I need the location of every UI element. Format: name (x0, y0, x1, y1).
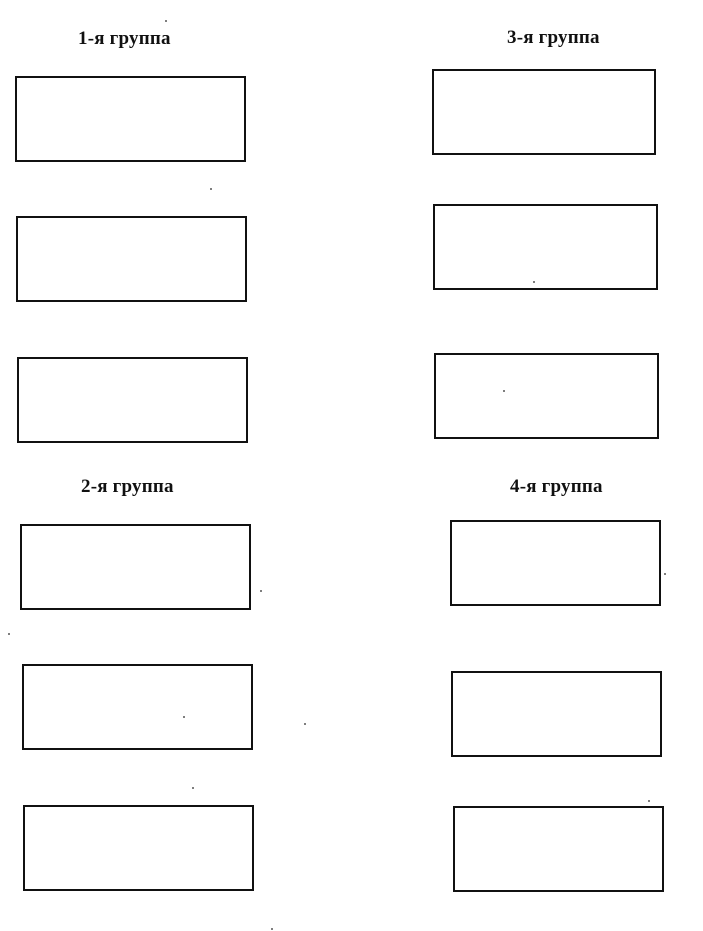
group-1-box-1 (15, 76, 246, 162)
group-3-title: 3-я группа (507, 27, 600, 48)
scan-speck (165, 20, 167, 22)
group-2-box-3 (23, 805, 254, 891)
group-3-box-3 (434, 353, 659, 439)
group-3-box-1 (432, 69, 656, 155)
scan-speck (304, 723, 306, 725)
scan-speck (664, 573, 666, 575)
scan-speck (192, 787, 194, 789)
scan-speck (183, 716, 185, 718)
scan-speck (210, 188, 212, 190)
group-1-box-3 (17, 357, 248, 443)
group-4-title: 4-я группа (510, 476, 603, 497)
scan-speck (648, 800, 650, 802)
scan-speck (503, 390, 505, 392)
group-1-box-2 (16, 216, 247, 302)
group-2-box-1 (20, 524, 251, 610)
scan-speck (271, 928, 273, 930)
group-3-box-2 (433, 204, 658, 290)
group-4-box-1 (450, 520, 661, 606)
group-1-title: 1-я группа (78, 28, 171, 49)
scan-speck (533, 281, 535, 283)
group-2-box-2 (22, 664, 253, 750)
group-4-box-2 (451, 671, 662, 757)
group-4-box-3 (453, 806, 664, 892)
scan-speck (260, 590, 262, 592)
group-2-title: 2-я группа (81, 476, 174, 497)
scan-speck (8, 633, 10, 635)
